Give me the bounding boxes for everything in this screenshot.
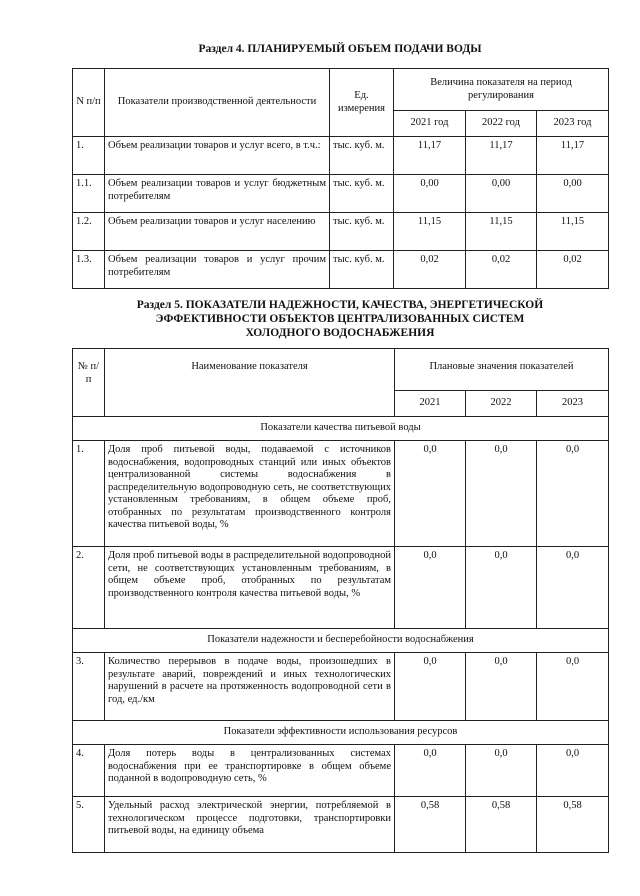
- header-year: 2021 год: [394, 111, 466, 137]
- row-value: 0,0: [537, 745, 609, 797]
- row-num: 4.: [73, 745, 105, 797]
- header-indicator: Показатели производственной деятельности: [105, 69, 330, 137]
- row-value: 0,0: [466, 547, 537, 629]
- row-num: 1.3.: [73, 251, 105, 289]
- header-planned: Плановые значения показателей: [395, 349, 609, 391]
- row-value: 0,00: [537, 175, 609, 213]
- table-row: [73, 547, 609, 629]
- row-value: 0,02: [466, 251, 537, 289]
- row-unit: тыс. куб. м.: [330, 137, 394, 175]
- row-value: 0,0: [466, 441, 537, 547]
- row-value: 0,0: [466, 653, 537, 721]
- row-value: 11,17: [394, 137, 466, 175]
- row-value: 11,15: [537, 213, 609, 251]
- table-row: [73, 213, 609, 251]
- row-value: 0,0: [395, 653, 466, 721]
- row-unit: тыс. куб. м.: [330, 251, 394, 289]
- row-value: 11,17: [466, 137, 537, 175]
- group-title: Показатели надежности и бесперебойности водоснабжения: [73, 629, 609, 653]
- row-value: 0,58: [537, 797, 609, 853]
- row-name: Объем реализации товаров и услуг прочим потребителям: [105, 251, 330, 289]
- row-unit: тыс. куб. м.: [330, 175, 394, 213]
- header-year: 2023: [537, 391, 609, 417]
- row-value: 0,0: [537, 441, 609, 547]
- table-row: [73, 137, 609, 175]
- header-num: № п/п: [73, 349, 105, 417]
- row-num: 1.2.: [73, 213, 105, 251]
- row-value: 0,0: [537, 547, 609, 629]
- row-value: 0,0: [395, 745, 466, 797]
- row-value: 0,58: [466, 797, 537, 853]
- section5-title-line: ХОЛОДНОГО ВОДОСНАБЖЕНИЯ: [245, 327, 435, 339]
- section4-table: [72, 68, 609, 289]
- row-num: 5.: [73, 797, 105, 853]
- row-value: 0,0: [537, 653, 609, 721]
- group-row: [73, 417, 609, 441]
- row-num: 1.: [73, 441, 105, 547]
- row-value: 0,02: [394, 251, 466, 289]
- table-row: [73, 441, 609, 547]
- group-row: [73, 721, 609, 745]
- header-year: 2023 год: [537, 111, 609, 137]
- row-name: Объем реализации товаров и услуг бюджетным потребителям: [105, 175, 330, 213]
- section4-title: Раздел 4. ПЛАНИРУЕМЫЙ ОБЪЕМ ПОДАЧИ ВОДЫ: [198, 43, 482, 55]
- row-name: Доля проб питьевой воды, подаваемой с источников водоснабжения, водопроводных станций или иных объектов централизованной системы водоснабжения в распределительную водопроводную сеть, не соответствующих установленным требованиям, в общем объеме проб, отобранных по результатам производственного контроля качества питьевой воды, %: [105, 441, 395, 547]
- row-num: 3.: [73, 653, 105, 721]
- row-value: 0,02: [537, 251, 609, 289]
- table-row: [73, 175, 609, 213]
- table-row: [73, 797, 609, 853]
- row-name: Доля потерь воды в централизованных системах водоснабжения при ее транспортировке в общем объеме поданной в водопроводную сеть, %: [105, 745, 395, 797]
- row-value: 0,00: [466, 175, 537, 213]
- row-value: 11,15: [466, 213, 537, 251]
- row-num: 1.1.: [73, 175, 105, 213]
- row-value: 0,00: [394, 175, 466, 213]
- header-name: Наименование показателя: [105, 349, 395, 417]
- row-value: 0,0: [466, 745, 537, 797]
- group-row: [73, 629, 609, 653]
- table-row: [73, 653, 609, 721]
- row-name: Объем реализации товаров и услуг населению: [105, 213, 330, 251]
- row-value: 11,17: [537, 137, 609, 175]
- row-num: 1.: [73, 137, 105, 175]
- row-num: 2.: [73, 547, 105, 629]
- section5-title: [60, 298, 620, 340]
- section4-header-row: [73, 69, 609, 111]
- section5-title-line: Раздел 5. ПОКАЗАТЕЛИ НАДЕЖНОСТИ, КАЧЕСТВА, ЭНЕРГЕТИЧЕСКОЙ: [136, 299, 544, 311]
- row-value: 0,58: [395, 797, 466, 853]
- row-name: Доля проб питьевой воды в распределительной водопроводной сети, не соответствующих установленным требованиям, в общем объеме проб, отобранных по результатам производственного контроля качества питьевой воды, %: [105, 547, 395, 629]
- section5-table: [72, 348, 609, 853]
- row-unit: тыс. куб. м.: [330, 213, 394, 251]
- row-name: Объем реализации товаров и услуг всего, в т.ч.:: [105, 137, 330, 175]
- group-title: Показатели эффективности использования ресурсов: [73, 721, 609, 745]
- header-year: 2022: [466, 391, 537, 417]
- table-row: [73, 745, 609, 797]
- row-value: 0,0: [395, 547, 466, 629]
- section5-header-row: [73, 349, 609, 391]
- row-value: 11,15: [394, 213, 466, 251]
- header-year: 2021: [395, 391, 466, 417]
- row-name: Количество перерывов в подаче воды, произошедших в результате аварий, повреждений и иных технологических нарушений в расчете на протяженность водопроводной сети в год, ед./км: [105, 653, 395, 721]
- header-period: Величина показателя на период регулирования: [394, 69, 609, 111]
- row-name: Удельный расход электрической энергии, потребляемой в технологическом процессе подготовки, транспортировки питьевой воды, на единицу объема: [105, 797, 395, 853]
- header-num: N п/п: [73, 69, 105, 137]
- table-row: [73, 251, 609, 289]
- section5-title-line: ЭФФЕКТИВНОСТИ ОБЪЕКТОВ ЦЕНТРАЛИЗОВАННЫХ СИСТЕМ: [155, 313, 525, 325]
- header-unit: Ед. измерения: [330, 69, 394, 137]
- row-value: 0,0: [395, 441, 466, 547]
- header-year: 2022 год: [466, 111, 537, 137]
- group-title: Показатели качества питьевой воды: [73, 417, 609, 441]
